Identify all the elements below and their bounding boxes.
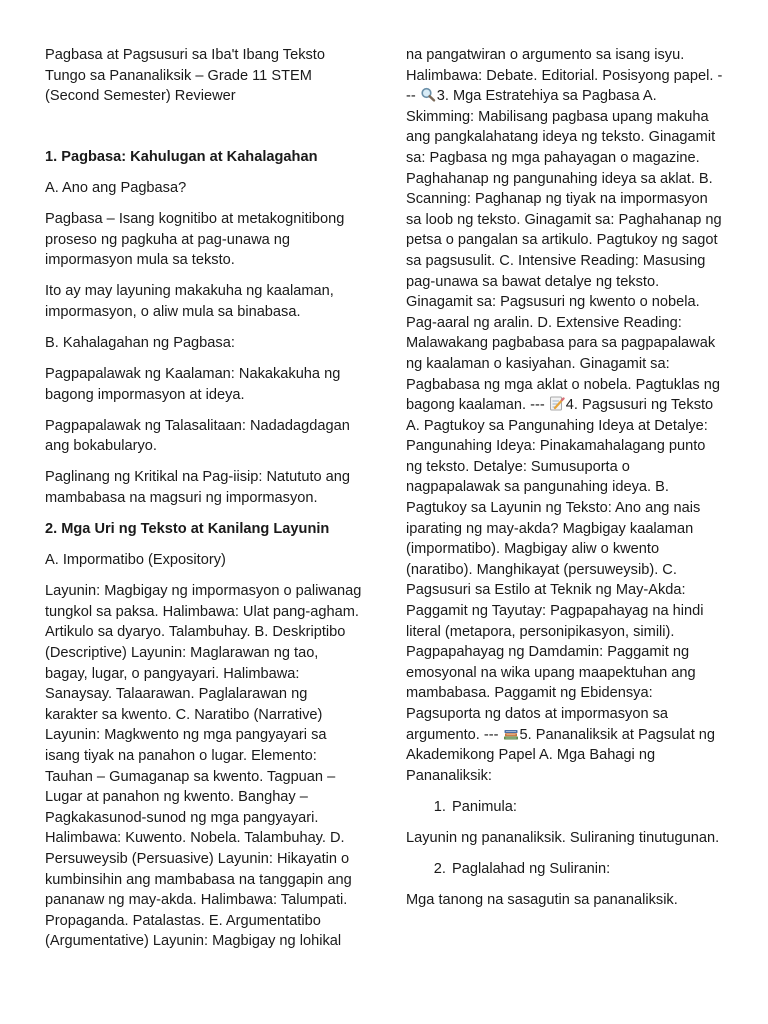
text-types-paragraph: Layunin: Magbigay ng impormasyon o paliwanag tungkol sa paksa. Halimbawa: Ulat pang-agham. Artikulo sa dyaryo. Talambuhay. B. Deskriptibo (Descriptive) Layunin: Maglarawan ng tao, bagay, lugar, o pangyayari. Halimbawa: Sanaysay. Talaarawan. Paglalarawan ng karakter sa kwento. C. Naratibo (Narrative) Layunin: Magkwento ng mga pangyayari sa isang tiyak na panahon o lugar. Elemento: Tauhan – Gumaganap sa kwento. Tagpuan – Lugar at panahon ng kwento. Banghay – Pagkakasunod-sunod ng mga pangyayari. Halimbawa: Kuwento. Nobela. Talambuhay. D. Persuweysib (Persuasive) Layunin: Hikayatin o kumbinsihin ang mambabasa na tanggapin ang pananaw ng may-akda. Halimbawa: Talumpati. Propaganda. Patalastas. E. Argumentatibo (Argumentative) Layunin: Magbigay ng lohikal — [45, 583, 362, 950]
research-parts-list-2 — [406, 859, 724, 880]
importance-item-2: Pagpapalawak ng Talasalitaan: Nadadagdagan ang bokabularyo. — [45, 417, 350, 455]
list-item: 1. Panimula: — [450, 797, 724, 818]
definition-paragraph: Pagbasa – Isang kognitibo at metakognitibong proseso ng pagkuha at pag-unawa ng impormasyon mula sa teksto. — [45, 210, 345, 269]
importance-item-1: Pagpapalawak ng Kaalaman: Nakakakuha ng bagong impormasyon at ideya. — [45, 366, 341, 403]
purpose-paragraph: Ito ay may layuning makakuha ng kaalaman, impormasyon, o aliw mula sa binabasa. — [45, 283, 334, 320]
paragraph-segment-2: 3. Mga Estratehiya sa Pagbasa A. Skimming: Mabilisang pagbasa upang makuha ang pangkalahatang ideya ng teksto. Ginagamit sa: Pagbasa ng mga pahayagan o magazine. Paghahanap ng pangunahing ideya sa aklat. B. Scanning: Paghanap ng tiyak na impormasyon sa loob ng teksto. Ginagamit sa: Paghahanap ng petsa o pangalan sa artikulo. Pagtukoy ng sagot sa pagsusulit. C. Intensive Reading: Masusing pag-unawa sa bawat detalye ng teksto. Ginagamit sa: Pagsusuri ng kwento o nobela. Pag-aaral ng aralin. D. Extensive Reading: Malawakang pagbabasa para sa pagpapalawak ng kaalaman o kasiyahan. Ginagamit sa: Pagbabasa ng mga aklat o nobela. Pagtuklas ng bagong kaalaman. --- — [406, 88, 722, 414]
list-item-description-2: Mga tanong na sasagutin sa pananaliksik. — [406, 892, 678, 909]
importance-item-3: Paglinang ng Kritikal na Pag-iisip: Natututo ang mambabasa na magsuri ng impormasyon. — [45, 469, 351, 506]
document-title: Pagbasa at Pagsusuri sa Iba't Ibang Teksto Tungo sa Pananaliksik – Grade 11 STEM (Second Semester) Reviewer — [45, 47, 325, 105]
list-item: 2. Paglalahad ng Suliranin: — [450, 859, 724, 880]
research-parts-list-1 — [406, 797, 724, 818]
continued-paragraph — [406, 45, 724, 786]
section-2-heading: 2. Mga Uri ng Teksto at Kanilang Layunin — [45, 521, 330, 538]
books-icon — [503, 726, 519, 741]
magnifier-icon — [420, 87, 436, 102]
paragraph-segment-1: na pangatwiran o argumento sa isang isyu. Halimbawa: Debate. Editorial. Posisyong papel. --- — [406, 47, 723, 105]
section-1-heading: 1. Pagbasa: Kahulugan at Kahalagahan — [45, 148, 318, 165]
subheading-impormatibo: A. Impormatibo (Expository) — [45, 552, 226, 569]
paragraph-segment-4: 5. Pananaliksik at Pagsulat ng Akademikong Papel A. Mga Bahagi ng Pananaliksik: — [406, 726, 716, 784]
paragraph-segment-3: 4. Pagsusuri ng Teksto A. Pagtukoy sa Pangunahing Ideya at Detalye: Pangunahing Ideya: Pinakamahalagang punto ng teksto. Detalye: Sumusuporta o nagpapalawak sa pangunahing ideya. B. Pagtukoy sa Layunin ng Teksto: Ano ang nais iparating ng may-akda? Magbigay kaalaman (impormatibo). Magbigay aliw o kwento (naratibo). Manghikayat (persuweysib). C. Pagsusuri sa Estilo at Teknik ng May-Akda: Paggamit ng Tayutay: Pagpapahayag na hindi literal (metapora, personipikasyon, simili). Pagpapahayag ng Damdamin: Paggamit ng emosyonal na wika upang maapektuhan ang mambabasa. Paggamit ng Ebidensya: Pagsuporta ng datos at impormasyon sa argumento. --- — [406, 397, 714, 743]
subheading-kahalagahan: B. Kahalagahan ng Pagbasa: — [45, 334, 235, 351]
list-item-description-1: Layunin ng pananaliksik. Suliraning tinutugunan. — [406, 829, 720, 846]
left-column — [45, 45, 363, 962]
memo-icon — [549, 396, 565, 411]
subheading-ano-ang-pagbasa: A. Ano ang Pagbasa? — [45, 179, 187, 196]
right-column — [406, 45, 724, 921]
